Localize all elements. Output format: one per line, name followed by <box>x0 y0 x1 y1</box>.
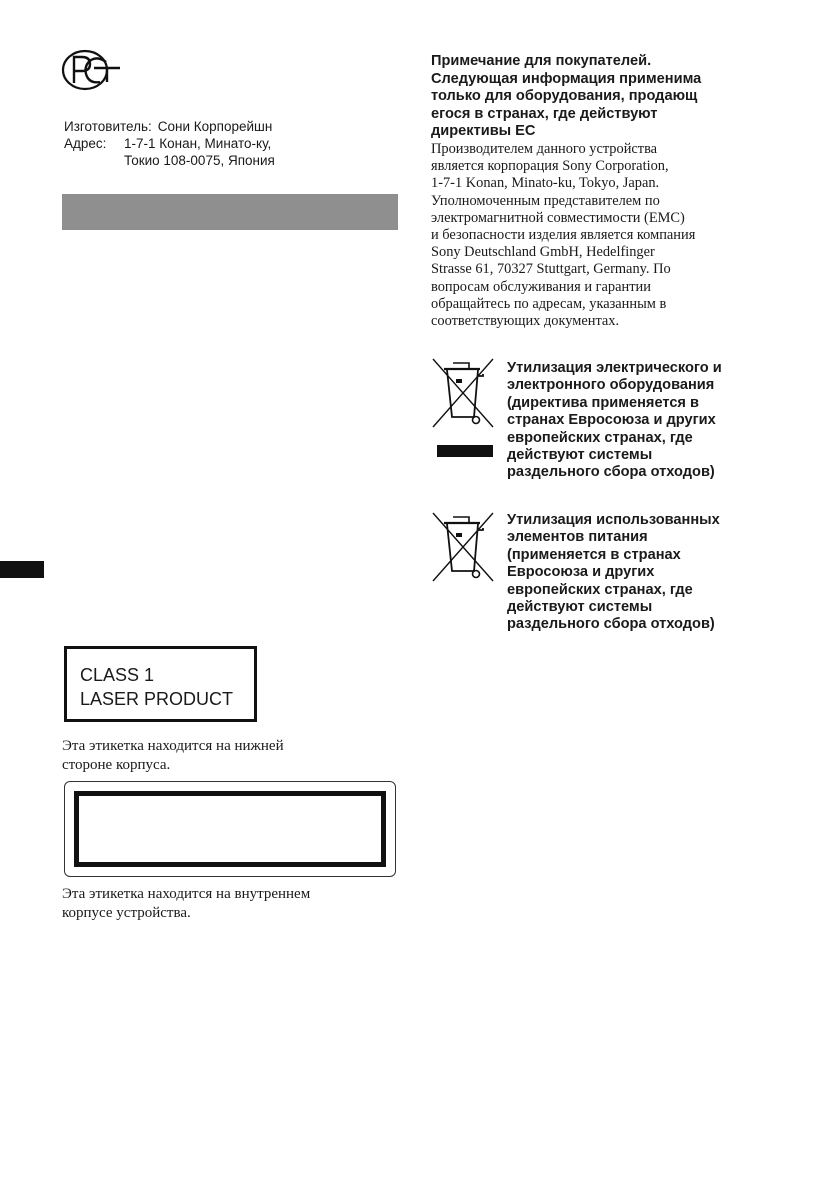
disposal-line: (применяется в странах <box>507 546 681 563</box>
disposal-line: электронного оборудования <box>507 377 715 394</box>
body-line: Sony Deutschland GmbH, Hedelfinger <box>431 244 655 261</box>
heading-line: Примечание для покупателей. <box>431 53 652 69</box>
heading-line: Следующая информация применима <box>431 70 702 87</box>
disposal-line: странах Евросоюза и других <box>507 412 716 429</box>
caption-line: Эта этикетка находится на нижней <box>62 738 284 754</box>
disposal-line: (директива применяется в <box>507 394 699 411</box>
crossed-out-wheelie-bin-icon <box>431 511 495 589</box>
address-line-2: Токио 108-0075, Япония <box>124 153 275 168</box>
body-line: электромагнитной совместимости (EMC) <box>431 209 685 226</box>
disposal-line: европейских странах, где <box>507 581 693 598</box>
body-line: Производителем данного устройства <box>431 141 658 157</box>
page-edge-tab <box>0 561 44 578</box>
disposal-line: Утилизация электрического и <box>507 360 722 376</box>
customer-note-heading <box>431 53 771 141</box>
laser-label-caption <box>62 737 284 775</box>
caption-line: стороне корпуса. <box>62 757 171 773</box>
battery-disposal-text <box>507 512 720 634</box>
body-line: вопросам обслуживания и гарантии <box>431 278 651 295</box>
address-label: Адрес: <box>64 136 107 151</box>
class1-laser-label <box>64 646 257 722</box>
heading-line: только для оборудования, продающ <box>431 88 698 104</box>
customer-note-body <box>431 141 776 330</box>
disposal-line: действуют системы <box>507 599 653 616</box>
crossed-out-wheelie-bin-icon <box>431 357 495 435</box>
maker-label: Изготовитель: <box>64 119 152 134</box>
disposal-line: элементов питания <box>507 529 648 546</box>
pct-certification-mark-icon <box>60 48 122 92</box>
equipment-disposal-text <box>507 360 722 482</box>
maker-value: Сони Корпорейшн <box>157 119 273 134</box>
body-line: Уполномоченным представителем по <box>431 192 660 209</box>
body-line: соответствующих документах. <box>431 313 620 330</box>
caption-line: Эта этикетка находится на внутреннем <box>62 886 311 902</box>
inner-housing-label <box>64 781 396 877</box>
address-line-1: 1-7-1 Конан, Минато-ку, <box>124 136 272 151</box>
gray-section-bar <box>62 194 398 230</box>
address-indent <box>64 152 124 169</box>
disposal-line: раздельного сбора отходов) <box>507 464 715 481</box>
inner-housing-label-frame <box>74 791 386 867</box>
heading-line: егося в странах, где действуют <box>431 105 658 122</box>
inner-label-caption <box>62 885 310 923</box>
caption-line: корпусе устройства. <box>62 905 191 921</box>
body-line: Strasse 61, 70327 Stuttgart, Germany. По <box>431 261 671 278</box>
body-line: обращайтесь по адресам, указанным в <box>431 295 667 312</box>
disposal-line: Утилизация использованных <box>507 512 720 528</box>
manufacturer-info <box>64 118 275 169</box>
body-line: является корпорация Sony Corporation, <box>431 158 669 175</box>
disposal-line: действуют системы <box>507 447 653 464</box>
body-line: 1-7-1 Konan, Minato-ku, Tokyo, Japan. <box>431 175 660 192</box>
laser-label-line-2: LASER PRODUCT <box>80 689 234 709</box>
disposal-line: раздельного сбора отходов) <box>507 616 715 633</box>
laser-label-line-1: CLASS 1 <box>80 665 155 685</box>
heading-line: директивы ЕС <box>431 123 536 139</box>
disposal-line: европейских странах, где <box>507 429 693 446</box>
separate-collection-bar <box>437 445 493 457</box>
body-line: и безопасности изделия является компания <box>431 227 696 244</box>
disposal-line: Евросоюза и других <box>507 564 655 581</box>
